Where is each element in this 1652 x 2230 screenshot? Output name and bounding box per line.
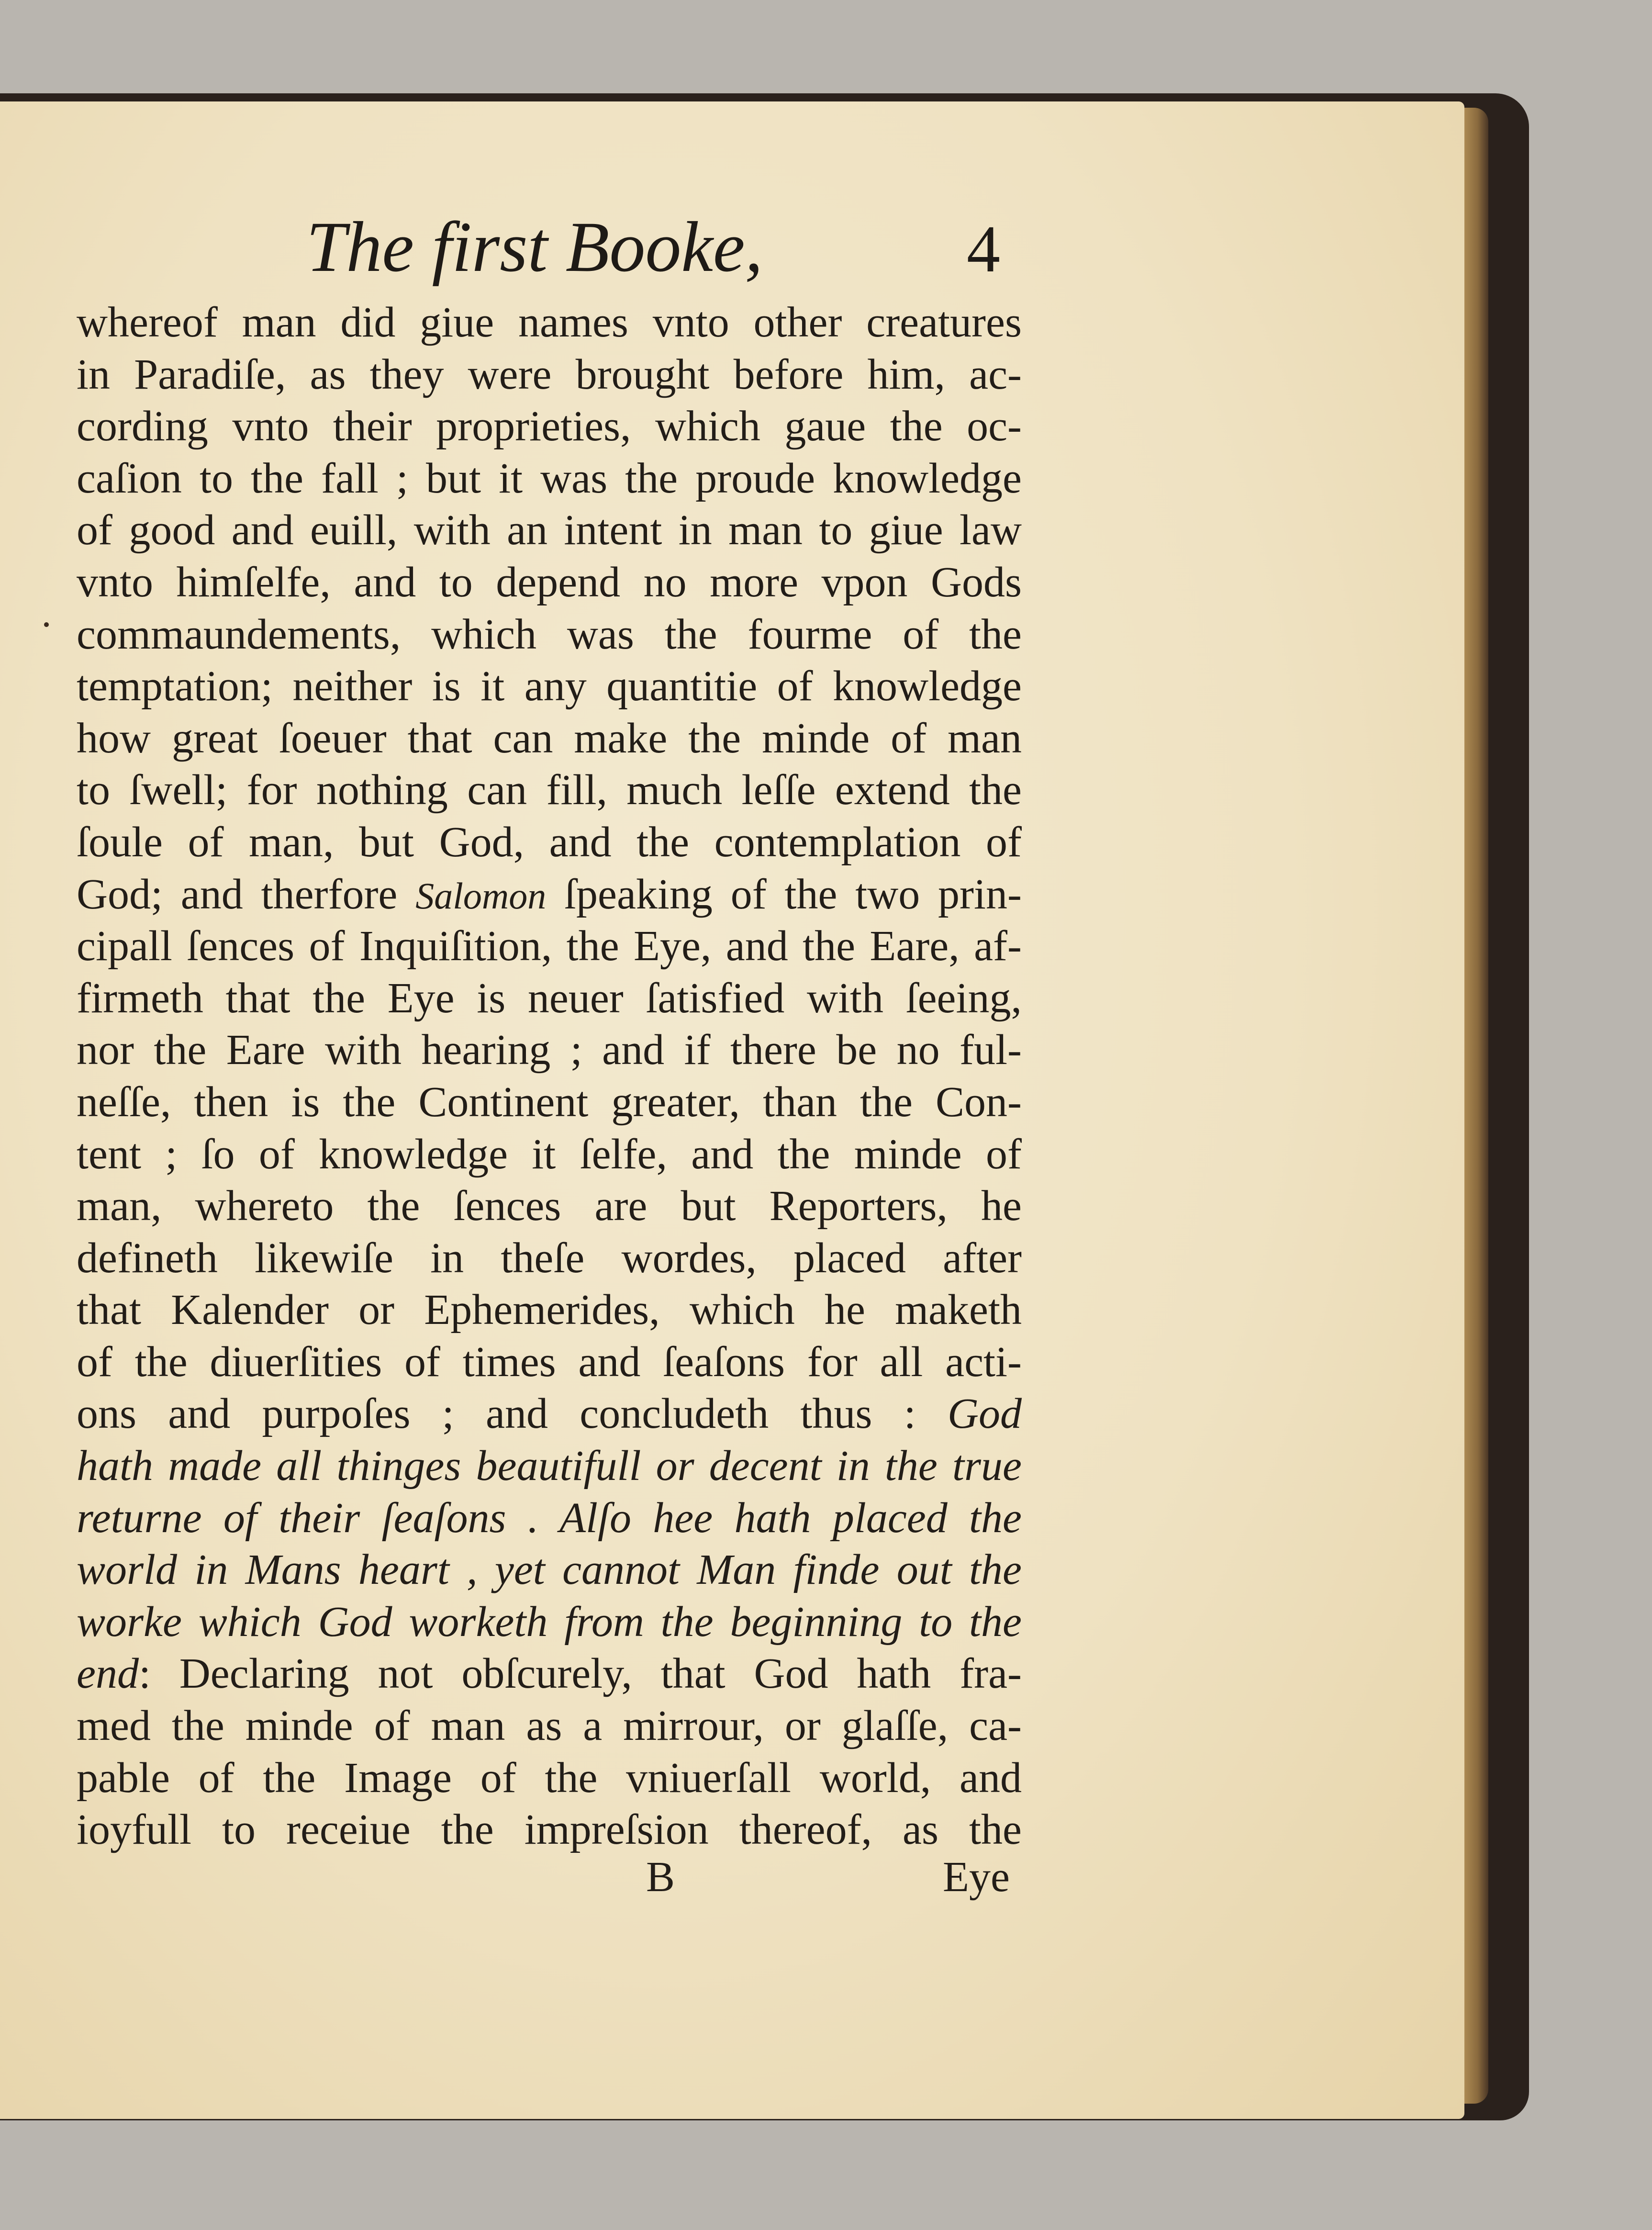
text-segment: how great ſoeuer that can make the minde of man <box>77 714 1022 762</box>
text-segment: God; and therfore <box>77 870 416 918</box>
text-line <box>77 973 1022 1025</box>
text-line <box>77 661 1022 713</box>
text-line <box>77 1388 1022 1440</box>
text-segment: in Paradiſe, as they were brought before him, ac- <box>77 350 1022 398</box>
ink-mark <box>44 622 49 627</box>
text-segment: : Declaring not obſcurely, that God hath fra- <box>138 1650 1022 1698</box>
text-line <box>77 1233 1022 1285</box>
text-line <box>77 764 1022 817</box>
text-line <box>77 297 1022 349</box>
text-line <box>77 1024 1022 1076</box>
text-line <box>77 609 1022 661</box>
text-line <box>77 1284 1022 1336</box>
text-segment: caſion to the fall ; but it was the proude knowledge <box>77 454 1022 502</box>
text-segment: ons and purpoſes ; and concludeth thus : <box>77 1390 948 1438</box>
text-line <box>77 1440 1022 1492</box>
text-segment: pable of the Image of the vniuerſall world, and <box>77 1754 1022 1802</box>
text-line <box>77 1804 1022 1856</box>
text-segment: of the diuerſities of times and ſeaſons for all acti- <box>77 1338 1022 1386</box>
text-segment: to ſwell; for nothing can fill, much leſſe extend the <box>77 766 1022 814</box>
text-line <box>77 1648 1022 1700</box>
text-line <box>77 1492 1022 1545</box>
body-text <box>77 297 1022 1856</box>
text-line <box>77 920 1022 973</box>
text-segment: man, whereto the ſences are but Reporters, he <box>77 1182 1022 1230</box>
text-segment: cording vnto their proprieties, which gaue the oc- <box>77 403 1022 450</box>
text-line <box>77 1752 1022 1804</box>
text-segment: that Kalender or Ephemerides, which he maketh <box>77 1286 1022 1334</box>
text-segment: med the minde of man as a mirrour, or glaſſe, ca- <box>77 1702 1022 1750</box>
text-line <box>77 1700 1022 1752</box>
text-line <box>77 869 1022 921</box>
text-line <box>77 557 1022 609</box>
text-segment: temptation; neither is it any quantitie of knowledge <box>77 662 1022 710</box>
text-line <box>77 401 1022 453</box>
text-segment: of good and euill, with an intent in man to giue law <box>77 506 1022 554</box>
text-line <box>77 1076 1022 1129</box>
text-segment: firmeth that the Eye is neuer ſatisfied with ſeeing, <box>77 974 1022 1022</box>
text-line <box>77 1544 1022 1596</box>
text-segment: tent ; ſo of knowledge it ſelfe, and the minde of <box>77 1130 1022 1178</box>
text-line <box>77 453 1022 505</box>
text-segment: ſoule of man, but God, and the contemplation of <box>77 818 1022 866</box>
italic-text-segment: hath made all thinges beautifull or decent in the true <box>77 1442 1022 1490</box>
text-segment: ſpeaking of the two prin- <box>546 870 1022 918</box>
italic-text-segment: God <box>948 1390 1022 1438</box>
text-segment: nor the Eare with hearing ; and if there be no ful- <box>77 1026 1022 1074</box>
italic-text-segment: returne of their ſeaſons . Alſo hee hath placed the <box>77 1494 1022 1542</box>
text-line <box>77 1596 1022 1648</box>
text-segment: ioyfull to receiue the impreſsion thereof, as the <box>77 1806 1022 1854</box>
text-segment: defineth likewiſe in theſe wordes, placed after <box>77 1234 1022 1282</box>
text-segment: neſſe, then is the Continent greater, than the Con- <box>77 1078 1022 1126</box>
italic-text-segment: end <box>77 1650 139 1698</box>
text-line <box>77 1129 1022 1181</box>
catchword: Eye <box>943 1853 1010 1901</box>
italic-text-segment: worke which God worketh from the beginning to the <box>77 1598 1022 1646</box>
text-segment: whereof man did giue names vnto other creatures <box>77 299 1022 346</box>
italic-text-segment: Salomon <box>415 874 547 917</box>
text-line <box>77 1180 1022 1233</box>
text-segment: commaundements, which was the fourme of the <box>77 610 1022 658</box>
text-line <box>77 504 1022 557</box>
page-number: 4 <box>967 212 1000 286</box>
text-segment: vnto himſelfe, and to depend no more vpon Gods <box>77 558 1022 606</box>
text-line <box>77 349 1022 401</box>
text-line <box>77 1336 1022 1389</box>
text-line <box>77 817 1022 869</box>
text-line <box>77 713 1022 765</box>
italic-text-segment: world in Mans heart , yet cannot Man finde out the <box>77 1546 1022 1594</box>
text-segment: cipall ſences of Inquiſition, the Eye, and the Eare, af- <box>77 922 1022 970</box>
signature-mark: B <box>646 1853 675 1901</box>
running-title: The first Booke, <box>306 207 763 287</box>
